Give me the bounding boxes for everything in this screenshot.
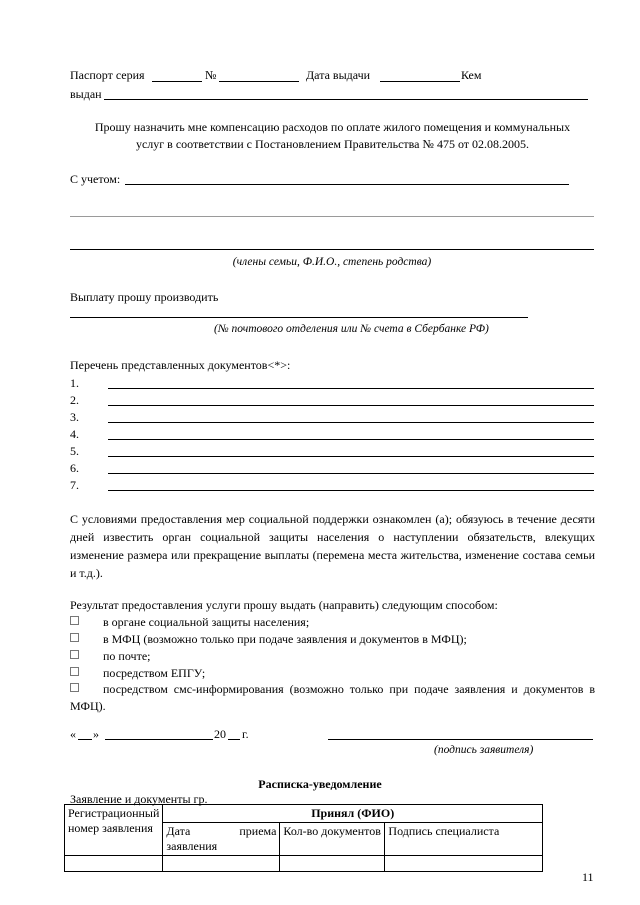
result-option-label: посредством смс-информирования (возможно только при подаче заявления и документов в МФЦ). [70, 682, 595, 713]
receipt-table [64, 804, 543, 872]
date-close-quote: » [93, 727, 99, 741]
document-line[interactable] [108, 490, 594, 491]
date-open-quote: « [70, 727, 76, 741]
receipt-title: Расписка-уведомление [258, 777, 382, 791]
document-number: 1. [70, 376, 79, 390]
signature-caption: (подпись заявителя) [434, 744, 534, 756]
document-line[interactable] [108, 388, 594, 389]
result-option[interactable] [70, 615, 309, 630]
considering-label: С учетом: [70, 172, 121, 186]
result-option[interactable] [70, 681, 595, 715]
issued-by-field[interactable] [104, 99, 588, 100]
checkbox-icon[interactable] [70, 650, 79, 659]
passport-series-field[interactable] [152, 81, 202, 82]
signature-field[interactable] [328, 739, 593, 740]
considering-field[interactable] [125, 184, 569, 185]
request-line-2: услуг в соответствии с Постановлением Правительства № 475 от 02.08.2005. [135, 137, 530, 151]
date-month-field[interactable] [105, 739, 213, 740]
payment-label: Выплату прошу производить [70, 290, 219, 304]
payment-field[interactable] [70, 317, 528, 318]
checkbox-icon[interactable] [70, 667, 79, 676]
issued-by-label: Кем [461, 68, 482, 82]
year-suffix: г. [242, 727, 249, 741]
result-option[interactable] [70, 649, 150, 664]
document-line[interactable] [108, 473, 594, 474]
date-header: Дата приема заявления [163, 823, 280, 856]
checkbox-icon[interactable] [70, 633, 79, 642]
date-cell[interactable] [163, 856, 280, 872]
issue-date-label: Дата выдачи [306, 68, 371, 82]
year-prefix: 20 [214, 727, 226, 741]
document-number: 5. [70, 444, 79, 458]
date-year-field[interactable] [228, 739, 240, 740]
result-option-label: в органе социальной защиты населения; [103, 615, 310, 629]
request-line-1: Прошу назначить мне компенсацию расходов по оплате жилого помещения и коммунальных [94, 120, 571, 134]
passport-series-label: Паспорт серия [70, 68, 145, 82]
count-header: Кол-во документов [280, 823, 385, 856]
document-number: 2. [70, 393, 79, 407]
result-option-label: по почте; [103, 649, 151, 663]
result-label: Результат предоставления услуги прошу выдать (направить) следующим способом: [70, 598, 498, 612]
family-caption: (члены семьи, Ф.И.О., степень родства) [232, 256, 432, 268]
document-line[interactable] [108, 422, 594, 423]
specialist-signature-cell[interactable] [385, 856, 543, 872]
document-number: 7. [70, 478, 79, 492]
reg-number-header: Регистрационный номер заявления [65, 805, 163, 856]
result-option-label: в МФЦ (возможно только при подаче заявления и документов в МФЦ); [103, 632, 467, 646]
receipt-docs-label: Заявление и документы гр. [70, 792, 208, 806]
result-option[interactable] [70, 666, 205, 681]
document-line[interactable] [108, 456, 594, 457]
result-option-label: посредством ЕПГУ; [103, 666, 206, 680]
document-number: 4. [70, 427, 79, 441]
reg-number-cell[interactable] [65, 856, 163, 872]
checkbox-icon[interactable] [70, 683, 79, 692]
result-option[interactable] [70, 632, 467, 647]
accepted-header: Принял (ФИО) [163, 805, 543, 823]
document-number: 6. [70, 461, 79, 475]
conditions-paragraph: С условиями предоставления мер социальной поддержки ознакомлен (а); обязуюсь в течение десяти дней известить орган социальной защиты населения о наступлении обязательств, влекущих изменение размера или прекращение выплаты (перемена места жительства, изменение состава семьи и т.д.). [70, 512, 595, 580]
date-day-field[interactable] [78, 739, 92, 740]
passport-number-label: № [205, 68, 217, 82]
family-line-2[interactable] [70, 249, 594, 250]
documents-label: Перечень представленных документов<*>: [70, 358, 291, 372]
payment-caption: (№ почтового отделения или № счета в Сбербанке РФ) [214, 323, 489, 335]
checkbox-icon[interactable] [70, 616, 79, 625]
passport-number-field[interactable] [219, 81, 299, 82]
count-cell[interactable] [280, 856, 385, 872]
issued-label: выдан [70, 87, 102, 101]
page-number: 11 [582, 870, 594, 884]
issue-date-field[interactable] [380, 81, 460, 82]
document-line[interactable] [108, 439, 594, 440]
document-line[interactable] [108, 405, 594, 406]
specialist-signature-header: Подпись специалиста [385, 823, 543, 856]
document-number: 3. [70, 410, 79, 424]
family-line-1[interactable] [70, 216, 594, 217]
